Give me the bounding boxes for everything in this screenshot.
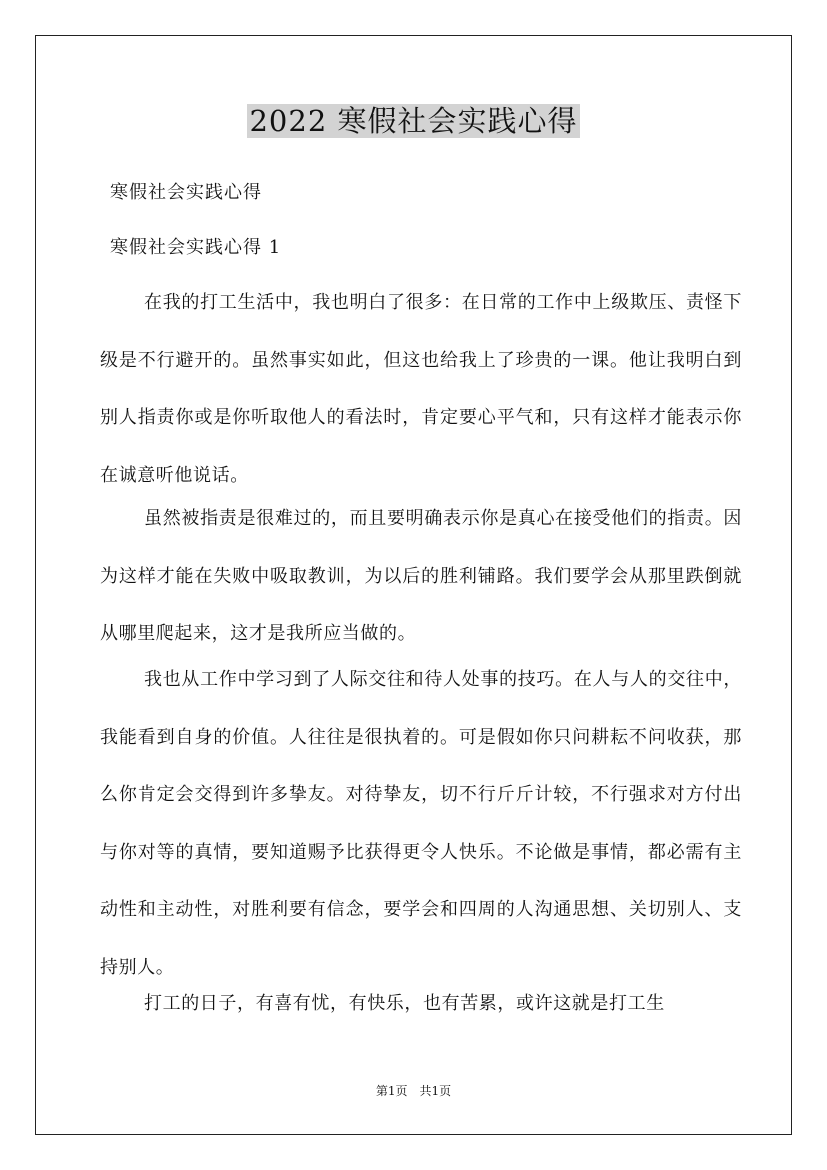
document-title-text: 2022 寒假社会实践心得	[249, 104, 578, 138]
paragraph-4: 打工的日子，有喜有忧，有快乐，也有苦累，或许这就是打工生	[144, 993, 665, 1014]
paragraph-1: 在我的打工生活中，我也明白了很多：在日常的工作中上级欺压、责怪下级是不行避开的。虽然事实如此，但这也给我上了珍贵的一课。他让我明白到别人指责你或是你听取他人的看法时，肯定要心平气和，只有这样才能表示你在诚意听他说话。	[100, 292, 742, 486]
paragraph-2: 虽然被指责是很难过的，而且要明确表示你是真心在接受他们的指责。因为这样才能在失败中吸取教训，为以后的胜利铺路。我们要学会从那里跌倒就从哪里爬起来，这才是我所应当做的。	[100, 508, 742, 645]
document-title	[0, 101, 827, 141]
document-subtitle: 寒假社会实践心得	[110, 182, 262, 203]
paragraph-3: 我也从工作中学习到了人际交往和待人处事的技巧。在人与人的交往中，我能看到自身的价值。人往往是很执着的。可是假如你只问耕耘不问收获，那么你肯定会交得到许多挚友。对待挚友，切不行斤斤计较，不行强求对方付出与你对等的真情，要知道赐予比获得更令人快乐。不论做是事情，都必需有主动性和主动性，对胜利要有信念，要学会和四周的人沟通思想、关切别人、支持别人。	[100, 669, 742, 978]
page-footer: 第1页 共1页	[375, 1084, 452, 1098]
section-heading: 寒假社会实践心得 1	[110, 237, 282, 258]
